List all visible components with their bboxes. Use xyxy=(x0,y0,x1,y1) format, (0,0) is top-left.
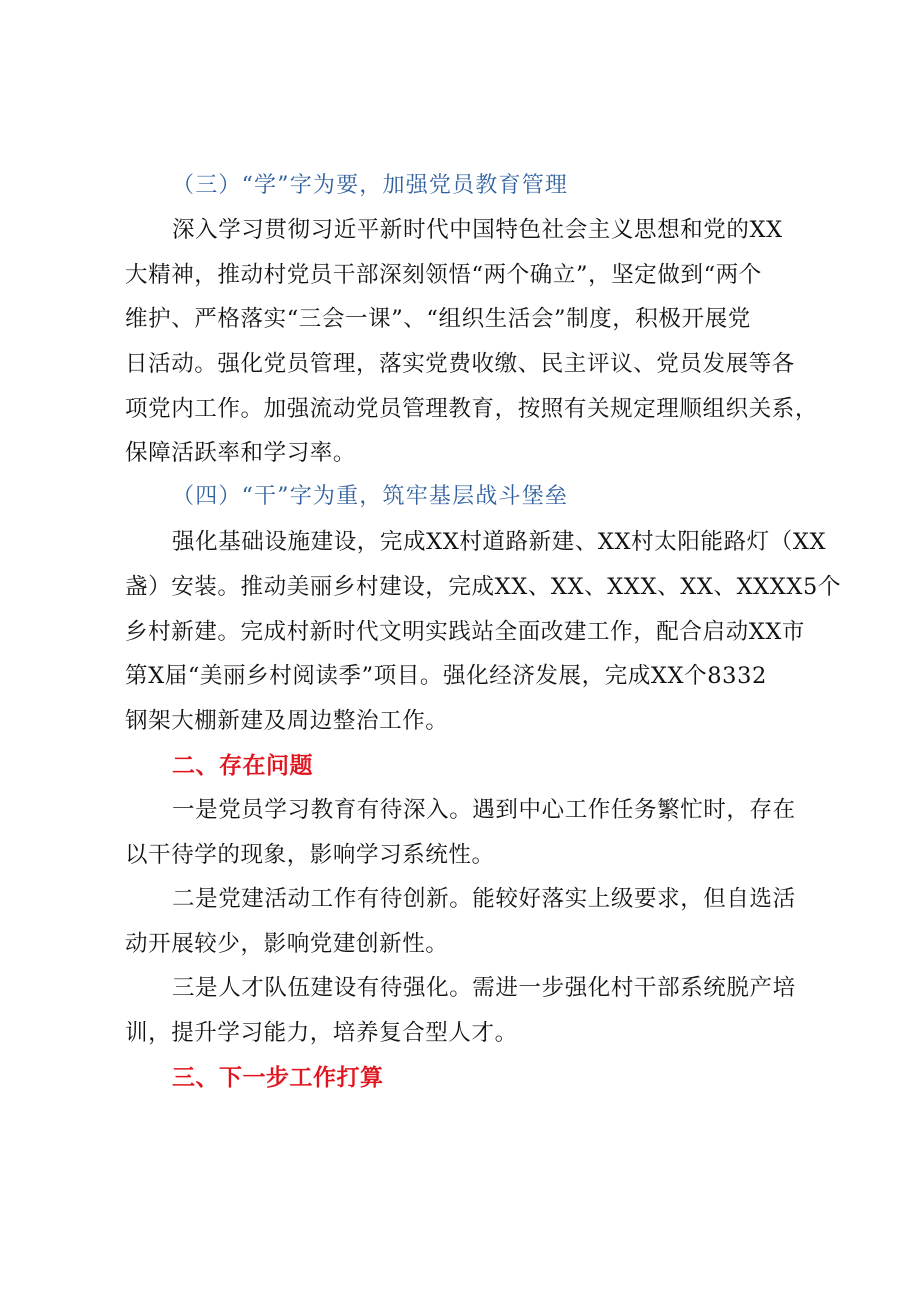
paragraph-line: 保障活跃率和学习率。 xyxy=(125,440,357,466)
paragraph-line: 深入学习贯彻习近平新时代中国特色社会主义思想和党的XX xyxy=(172,217,783,243)
paragraph-line: 钢架大棚新建及周边整治工作。 xyxy=(125,708,449,734)
paragraph-line: 第X届“美丽乡村阅读季”项目。强化经济发展，完成XX个8332 xyxy=(125,663,767,689)
paragraph-line: 维护、严格落实“三会一课”、“组织生活会”制度，积极开展党 xyxy=(125,306,751,332)
main-heading-problems: 二、存在问题 xyxy=(172,753,313,779)
main-heading-next-steps: 三、下一步工作打算 xyxy=(172,1065,384,1091)
paragraph-line: 项党内工作。加强流动党员管理教育，按照有关规定理顺组织关系， xyxy=(125,396,819,422)
paragraph-line: 日活动。强化党员管理，落实党费收缴、民主评议、党员发展等各 xyxy=(125,351,795,377)
paragraph-line: 强化基础设施建设，完成XX村道路新建、XX村太阳能路灯（XX xyxy=(172,529,827,555)
paragraph-line: 三是人才队伍建设有待强化。需进一步强化村干部系统脱产培 xyxy=(172,975,796,1001)
paragraph-line: 以干待学的现象，影响学习系统性。 xyxy=(125,842,495,868)
paragraph-line: 大精神，推动村党员干部深刻领悟“两个确立”，坚定做到“两个 xyxy=(125,262,762,288)
paragraph-line: 训，提升学习能力，培养复合型人才。 xyxy=(125,1020,518,1046)
section-heading-three: （三）“学”字为要，加强党员教育管理 xyxy=(172,173,569,198)
paragraph-line: 盏）安装。推动美丽乡村建设，完成XX、XX、XXX、XX、XXXX5个 xyxy=(125,574,842,600)
paragraph-line: 乡村新建。完成村新时代文明实践站全面改建工作，配合启动XX市 xyxy=(125,619,806,645)
section-heading-four: （四）“干”字为重，筑牢基层战斗堡垒 xyxy=(172,484,569,509)
paragraph-line: 动开展较少，影响党建创新性。 xyxy=(125,931,449,957)
paragraph-line: 一是党员学习教育有待深入。遇到中心工作任务繁忙时，存在 xyxy=(172,797,796,823)
paragraph-line: 二是党建活动工作有待创新。能较好落实上级要求，但自选活 xyxy=(172,886,796,912)
